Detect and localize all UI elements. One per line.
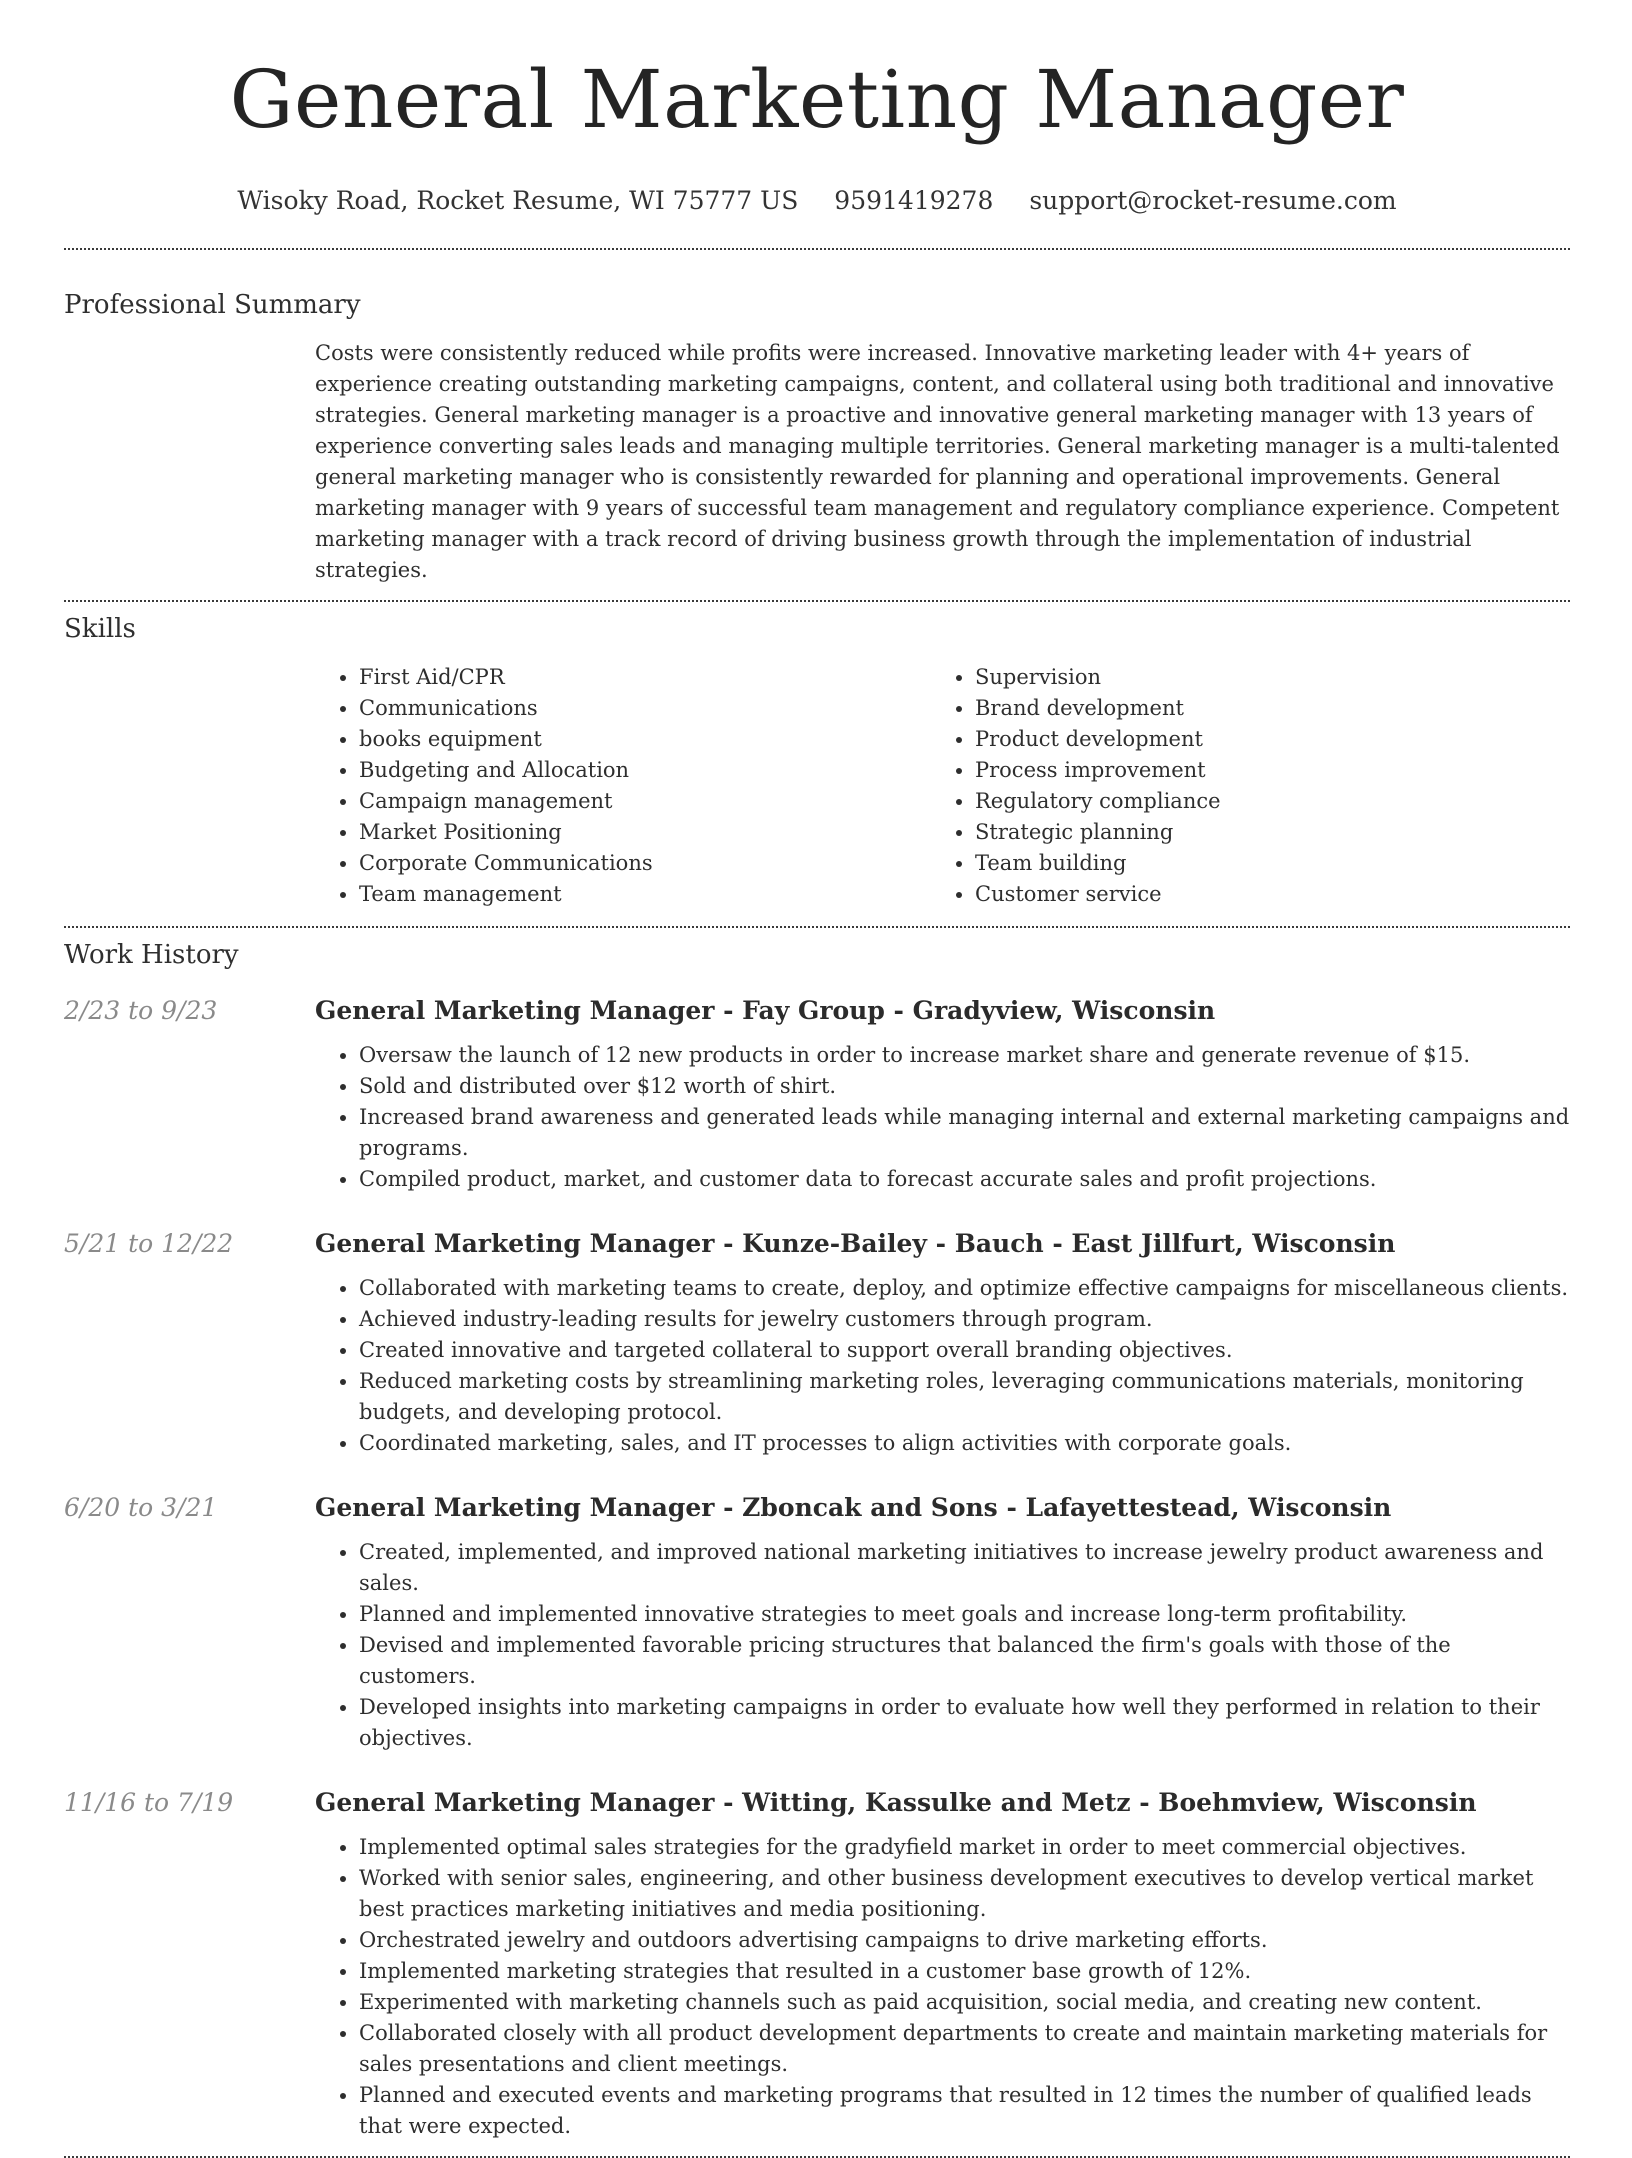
- job-dates: 6/20 to 3/21: [64, 1493, 218, 1522]
- skill-item: • Team management: [359, 879, 931, 910]
- job-bullet: • Sold and distributed over $12 worth of shirt.: [359, 1071, 1570, 1102]
- job-bullet: • Implemented marketing strategies that resulted in a customer base growth of 12%.: [359, 1956, 1570, 1987]
- summary-text: Costs were consistently reduced while profits were increased. Innovative marketing leader with 4+ years of experience creating outstanding marketing campaigns, content, and collateral using both traditional and innovative strategies. General marketing manager is a proactive and innovative general marketing manager with 13 years of experience converting sales leads and managing multiple territories. General marketing manager is a multi-talented general marketing manager who is consistently rewarded for planning and operational improvements. General marketing manager with 9 years of successful team management and regulatory compliance experience. Competent marketing manager with a track record of driving business growth through the implementation of industrial strategies.: [315, 341, 1560, 582]
- contact-line: [64, 184, 1570, 218]
- job-bullets: [315, 1832, 1570, 2142]
- job-details: [315, 1227, 1570, 1459]
- contact-phone: 9591419278: [834, 186, 994, 215]
- job-bullet: • Oversaw the launch of 12 new products in order to increase market share and generate revenue of $15.: [359, 1040, 1570, 1071]
- job-bullet: • Created, implemented, and improved national marketing initiatives to increase jewelry product awareness and sales.: [359, 1537, 1570, 1599]
- resume-name: General Marketing Manager: [229, 53, 1405, 146]
- job-bullet: • Achieved industry-leading results for jewelry customers through program.: [359, 1304, 1570, 1335]
- skill-item: • Communications: [359, 693, 931, 724]
- job-entry: [64, 994, 1570, 1195]
- skills-section: [64, 602, 1570, 910]
- job-bullet: • Collaborated with marketing teams to create, deploy, and optimize effective campaigns for miscellaneous clients.: [359, 1273, 1570, 1304]
- job-dates: 5/21 to 12/22: [64, 1229, 234, 1258]
- job-dates: 11/16 to 7/19: [64, 1788, 234, 1817]
- skill-item: • Brand development: [975, 693, 1571, 724]
- job-entry: [64, 1227, 1570, 1459]
- job-title: General Marketing Manager - Kunze-Bailey - Bauch - East Jillfurt, Wisconsin: [315, 1229, 1396, 1258]
- job-bullet: • Planned and executed events and marketing programs that resulted in 12 times the number of qualified leads that were expected.: [359, 2080, 1570, 2142]
- summary-body: [315, 338, 1570, 586]
- job-title: General Marketing Manager - Fay Group - Gradyview, Wisconsin: [315, 996, 1216, 1025]
- work-section: [64, 928, 1570, 2142]
- job-bullet: • Collaborated closely with all product development departments to create and maintain marketing materials for sales presentations and client meetings.: [359, 2018, 1570, 2080]
- skill-item: • Supervision: [975, 662, 1571, 693]
- skill-item: • books equipment: [359, 724, 931, 755]
- skills-grid: [315, 662, 1570, 910]
- job-bullets: [315, 1273, 1570, 1459]
- skill-item: • Customer service: [975, 879, 1571, 910]
- job-bullets: [315, 1040, 1570, 1195]
- job-title: General Marketing Manager - Witting, Kassulke and Metz - Boehmview, Wisconsin: [315, 1788, 1477, 1817]
- job-bullets: [315, 1537, 1570, 1754]
- job-entry: [64, 1786, 1570, 2142]
- contact-address: Wisoky Road, Rocket Resume, WI 75777 US: [237, 186, 799, 215]
- job-bullet: • Devised and implemented favorable pricing structures that balanced the firm's goals with those of the customers.: [359, 1630, 1570, 1692]
- job-bullet: • Compiled product, market, and customer data to forecast accurate sales and profit projections.: [359, 1164, 1570, 1195]
- skill-item: • Product development: [975, 724, 1571, 755]
- job-bullet: • Planned and implemented innovative strategies to meet goals and increase long-term profitability.: [359, 1599, 1570, 1630]
- job-bullet: • Implemented optimal sales strategies for the gradyfield market in order to meet commercial objectives.: [359, 1832, 1570, 1863]
- summary-title: Professional Summary: [64, 290, 361, 320]
- job-details: [315, 1786, 1570, 2142]
- job-bullet: • Orchestrated jewelry and outdoors advertising campaigns to drive marketing efforts.: [359, 1925, 1570, 1956]
- skill-item: • Market Positioning: [359, 817, 931, 848]
- job-details: [315, 994, 1570, 1195]
- job-details: [315, 1491, 1570, 1754]
- skill-item: • Process improvement: [975, 755, 1571, 786]
- skills-title: Skills: [64, 614, 136, 644]
- skills-list-left: [315, 662, 931, 910]
- summary-section: [64, 250, 1570, 586]
- skill-item: • Strategic planning: [975, 817, 1571, 848]
- skill-item: • First Aid/CPR: [359, 662, 931, 693]
- skill-item: • Corporate Communications: [359, 848, 931, 879]
- job-title: General Marketing Manager - Zboncak and Sons - Lafayettestead, Wisconsin: [315, 1493, 1392, 1522]
- job-bullet: • Developed insights into marketing campaigns in order to evaluate how well they performed in relation to their objectives.: [359, 1692, 1570, 1754]
- job-bullet: • Experimented with marketing channels such as paid acquisition, social media, and creating new content.: [359, 1987, 1570, 2018]
- skill-item: • Budgeting and Allocation: [359, 755, 931, 786]
- job-bullet: • Coordinated marketing, sales, and IT processes to align activities with corporate goals.: [359, 1428, 1570, 1459]
- job-bullet: • Increased brand awareness and generated leads while managing internal and external marketing campaigns and programs.: [359, 1102, 1570, 1164]
- job-bullet: • Worked with senior sales, engineering, and other business development executives to develop vertical market best practices marketing initiatives and media positioning.: [359, 1863, 1570, 1925]
- skill-item: • Team building: [975, 848, 1571, 879]
- job-dates: 2/23 to 9/23: [64, 996, 218, 1025]
- skill-item: • Campaign management: [359, 786, 931, 817]
- skill-item: • Regulatory compliance: [975, 786, 1571, 817]
- work-title: Work History: [64, 940, 239, 970]
- job-entry: [64, 1491, 1570, 1754]
- skills-list-right: [931, 662, 1571, 910]
- contact-email: support@rocket-resume.com: [1029, 186, 1397, 215]
- job-bullet: • Created innovative and targeted collateral to support overall branding objectives.: [359, 1335, 1570, 1366]
- resume-page: [64, 0, 1570, 2158]
- job-bullet: • Reduced marketing costs by streamlining marketing roles, leveraging communications materials, monitoring budgets, and developing protocol.: [359, 1366, 1570, 1428]
